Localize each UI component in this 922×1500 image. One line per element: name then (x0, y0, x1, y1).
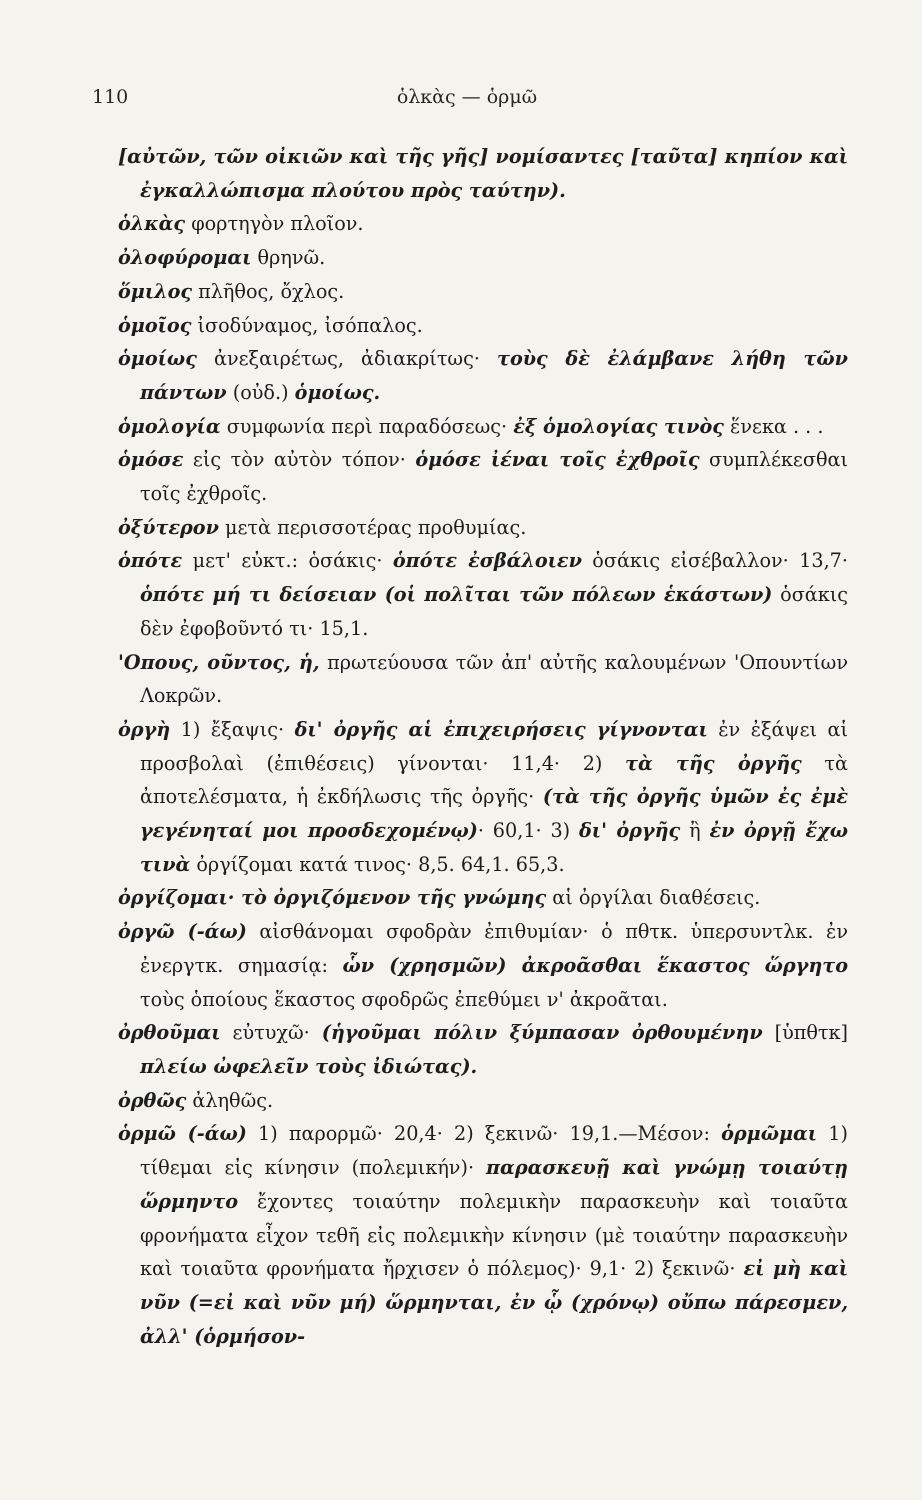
entry-gloss: [ὑπθτκ] (762, 1021, 848, 1045)
entry-gloss: αἰσθάνομαι σφοδρὰν ἐπιθυμίαν· ὁ πθτκ. ὑπερσυντλκ. ἐν ἐνεργτκ. σημασίᾳ: (140, 920, 848, 977)
entry-quotation: παρασκευῇ καὶ γνώμῃ τοιαύτῃ ὥρμηντο (140, 1156, 848, 1213)
entry-quotation: [αὐτῶν, τῶν οἰκιῶν καὶ τῆς γῆς] νομίσαντες [ταῦτα] κηπίον καὶ ἐγκαλλώπισμα πλούτου πρὸς ταύτην). (118, 145, 848, 202)
entry-gloss: θρηνῶ. (251, 246, 326, 270)
entry-gloss: εἰς τὸν αὐτὸν τόπον· (183, 448, 416, 472)
entry-quotation: ὁμόσε ἰέναι τοῖς ἐχθροῖς (415, 448, 700, 472)
entry-gloss: 1) τίθεμαι εἰς κίνησιν (πολεμικήν)· (140, 1122, 848, 1180)
entry-quotation: δι' ὀργῆς αἱ ἐπιχειρήσεις γίγνονται (294, 717, 708, 741)
entry-gloss: ἐν ἐξάψει αἱ προσβολαὶ (ἐπιθέσεις) γίνονται· 11,4· 2) (140, 717, 848, 775)
entry-quotation: πλείω ὠφελεῖν τοὺς ἰδιώτας). (140, 1054, 478, 1078)
entry-quotation: (ἡγοῦμαι πόλιν ξύμπασαν ὀρθουμένην (321, 1021, 763, 1045)
entry-headword: ὁμολογία (118, 414, 221, 438)
dictionary-entry (118, 1117, 848, 1353)
dictionary-entry (118, 275, 848, 309)
entry-quotation: ἐν ὀργῇ ἔχω τινὰ (140, 819, 848, 876)
entry-headword: ὁμοίως (118, 347, 197, 371)
entry-headword: ὁμόσε (118, 448, 184, 472)
entry-headword: ὁρμῶ (-άω) (118, 1122, 247, 1146)
entry-headword: ὀργὴ (118, 717, 171, 741)
entry-headword: 'Οπους, οῦντος, ἡ, (118, 650, 320, 674)
dictionary-entry (118, 646, 848, 713)
entry-headword: ὀλοφύρομαι (118, 246, 252, 270)
entry-gloss: ἀληθῶς. (186, 1088, 274, 1112)
entry-gloss: τοὺς ὁποίους ἕκαστος σφοδρῶς ἐπεθύμει ν' ἀκροᾶται. (140, 987, 668, 1011)
page-number: 110 (92, 86, 129, 108)
dictionary-entry (118, 342, 848, 409)
entry-gloss: ἢ (680, 819, 710, 843)
entry-gloss: ὁσάκις εἰσέβαλλον· 13,7· (581, 549, 848, 573)
entry-quotation: τοὺς δὲ ἐλάμβανε λήθη τῶν πάντων (140, 347, 848, 404)
dictionary-entry (118, 915, 848, 1016)
entry-gloss: ἀνεξαιρέτως, ἀδιακρίτως· (196, 347, 498, 371)
dictionary-entry (118, 544, 848, 645)
entry-gloss: αἱ ὀργίλαι διαθέσεις. (546, 886, 761, 910)
entry-quotation: ὁπότε ἐσβάλοιεν (392, 549, 582, 573)
entry-gloss: · 60,1· 3) (477, 819, 579, 843)
entry-headword: ὁπότε (118, 549, 183, 573)
entry-gloss: 1) παρορμῶ· 20,4· 2) ξεκινῶ· 19,1.—Μέσον: (246, 1122, 722, 1146)
entry-quotation: εἰ μὴ καὶ νῦν (=εἰ καὶ νῦν μή) ὥρμηνται, ἐν ᾧ (χρόνῳ) οὔπω πάρεσμεν, ἀλλ' (ὁρμήσον- (140, 1257, 848, 1348)
dictionary-entries (118, 140, 848, 1353)
entry-gloss: ὁσάκις δὲν ἐφοβοῦντό τι· 15,1. (140, 583, 849, 640)
entry-headword: ὁλκὰς (118, 212, 186, 236)
dictionary-entry (118, 1084, 848, 1118)
dictionary-entry (118, 309, 848, 343)
dictionary-entry (118, 1016, 848, 1083)
entry-gloss: μετ' εὐκτ.: ὁσάκις· (182, 549, 393, 573)
entry-gloss: τὰ ἀποτελέσματα, ἡ ἐκδήλωσις τῆς ὀργῆς· (140, 751, 849, 809)
entry-gloss: πλῆθος, ὄχλος. (192, 279, 345, 303)
entry-gloss: ἔχοντες τοιαύτην πολεμικὴν παρασκευὴν καὶ τοιαῦτα φρονήματα εἶχον τεθῆ εἰς πολεμικὴν κίνησιν (μὲ τοιαύτην παρασκευὴν καὶ τοιαῦτα φρονήματα ἤρχισεν ὁ πόλεμος)· 9,1· 2) ξεκινῶ· (140, 1189, 848, 1281)
entry-headword: ὀρθοῦμαι (118, 1021, 221, 1045)
entry-quotation: ὁμοίως. (294, 380, 381, 404)
entry-quotation: δι' ὀργῆς (579, 819, 681, 843)
running-head: ὁλκὰς — ὁρμῶ (396, 86, 538, 108)
entry-gloss: ἕνεκα . . . (723, 414, 824, 438)
entry-quotation: (τὰ τῆς ὀργῆς ὑμῶν ἐς ἐμὲ γεγένηταί μοι προσδεχομένῳ) (140, 785, 848, 843)
entry-gloss: ἰσοδύναμος, ἰσόπαλος. (191, 313, 423, 337)
entry-gloss: συμφωνία περὶ παραδόσεως· (220, 414, 514, 438)
entry-gloss: 1) ἔξαψις· (170, 717, 295, 741)
dictionary-entry (118, 443, 848, 510)
dictionary-entry (118, 881, 848, 915)
dictionary-entry (118, 207, 848, 241)
entry-gloss: (οὐδ.) (226, 380, 295, 404)
entry-headword: ὀρθῶς (118, 1088, 187, 1112)
entry-gloss: μετὰ περισσοτέρας προθυμίας. (218, 515, 527, 539)
dictionary-entry (118, 410, 848, 444)
page-header (92, 86, 842, 116)
entry-headword: ὀργίζομαι· τὸ ὀργιζόμενον τῆς γνώμης (118, 886, 547, 910)
dictionary-entry (118, 241, 848, 275)
entry-gloss: εὐτυχῶ· (220, 1021, 322, 1045)
entry-gloss: πρωτεύουσα τῶν ἀπ' αὐτῆς καλουμένων 'Οπουντίων Λοκρῶν. (140, 650, 848, 708)
entry-quotation: ἐξ ὁμολογίας τινὸς (513, 414, 724, 438)
entry-headword: ὅμιλος (118, 279, 193, 303)
entry-gloss: ὀργίζομαι κατά τινος· 8,5. 64,1. 65,3. (190, 852, 565, 876)
entry-headword: ὁμοῖος (118, 313, 192, 337)
dictionary-entry (118, 713, 848, 882)
entry-quotation: ὧν (χρησμῶν) ἀκροᾶσθαι ἕκαστος ὥργητο (342, 953, 848, 977)
dictionary-entry (118, 140, 848, 207)
dictionary-entry (118, 511, 848, 545)
entry-headword: ὀργῶ (-άω) (118, 920, 247, 944)
entry-quotation: ὁρμῶμαι (721, 1122, 818, 1146)
entry-gloss: φορτηγὸν πλοῖον. (185, 212, 364, 236)
entry-quotation: ὁπότε μή τι δείσειαν (οἱ πολῖται τῶν πόλεων ἑκάστων) (140, 583, 773, 607)
entry-quotation: τὰ τῆς ὀργῆς (625, 751, 802, 775)
entry-headword: ὀξύτερον (118, 515, 219, 539)
entry-gloss: συμπλέκεσθαι τοῖς ἐχθροῖς. (140, 448, 848, 506)
